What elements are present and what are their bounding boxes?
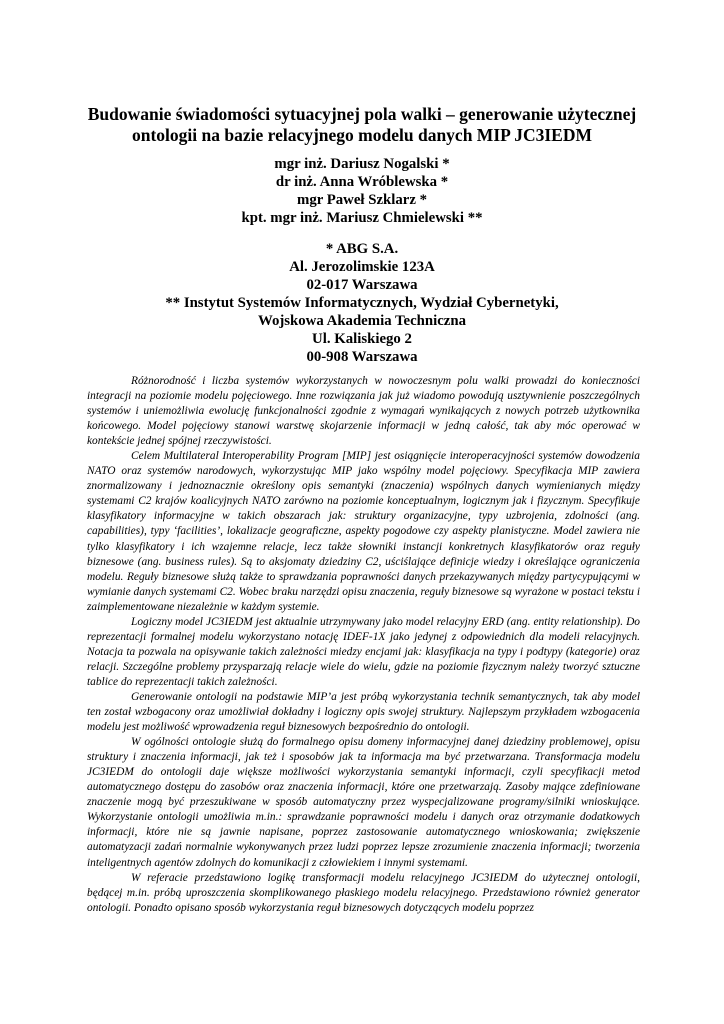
- abstract-paragraph: Celem Multilateral Interoperability Program [MIP] jest osiągnięcie interoperacyjności systemów dowodzenia NATO oraz systemów narodowych, wykorzystując MIP jako wspólny model pojęciowy. Specyfikacja MIP zawiera znormalizowany i jednoznacznie określony opis semantyki (znaczenia) wspólnych danych wymienianych między systemami C2 krajów koalicyjnych NATO zarówno na poziomie konceptualnym, logicznym jak i fizycznym. Specyfikuje klasyfikatory informacyjne w takich obszarach jak: struktury organizacyjne, typy uzbrojenia, zdolności (ang. capabilities), typy ‘facilities’, lokalizacje geograficzne, aspekty pogodowe czy aspekty planistyczne. Model zawiera nie tylko klasyfikatory i ich wzajemne relacje, lecz także słowniki instancji konkretnych klasyfikatorów oraz reguły biznesowe (ang. business rules). Są to aksjomaty dziedziny C2, uściślające definicje wiedzy i określające ograniczenia modelu. Reguły biznesowe służą także to sprawdzania poprawności danych przekazywanych między partycypującymi w wymianie danych systemami C2. Wobec braku narzędzi opisu znaczenia, reguły biznesowe są wyrażone w postaci tekstu i zaimplementowane niezależnie w każdym systemie.: [87, 450, 640, 613]
- paper-title: [60, 104, 664, 146]
- abstract-paragraph: W referacie przedstawiono logikę transformacji modelu relacyjnego JC3IEDM do użytecznej ontologii, będącej m.in. próbą uproszczenia skomplikowanego płaskiego modelu relacyjnego. Przedstawiono również generator ontologii. Ponadto opisano sposób wykorzystania reguł biznesowych dotyczących modelu poprzez: [87, 871, 640, 914]
- affiliation-line: ** Instytut Systemów Informatycznych, Wydział Cybernetyki,: [165, 295, 559, 311]
- author-name: kpt. mgr inż. Mariusz Chmielewski **: [241, 210, 483, 226]
- affiliation-line: Wojskowa Akademia Techniczna: [257, 313, 466, 329]
- author-list: [60, 155, 664, 227]
- title-line-2: ontologii na bazie relacyjnego modelu danych MIP JC3IEDM: [131, 125, 593, 145]
- abstract-paragraph: Różnorodność i liczba systemów wykorzystanych w nowoczesnym polu walki prowadzi do konieczności integracji na poziomie modelu pojęciowego. Inne rozwiązania jak już wiadomo powodują usztywnienie poszczególnych systemów i uniemożliwia ewolucję funkcjonalności zgodnie z wymagań wynikających z nowych potrzeb użytkownika końcowego. Model pojęciowy stanowi warstwę skojarzenie informacji w jedną całość, tak aby móc operować w kontekście jednej spójnej rzeczywistości.: [87, 375, 640, 448]
- author-name: mgr Paweł Szklarz *: [297, 192, 427, 208]
- abstract-paragraph: Logiczny model JC3IEDM jest aktualnie utrzymywany jako model relacyjny ERD (ang. entity relationship). Do reprezentacji formalnej modelu wykorzystano notację IDEF-1X jako jedynej z odpowiednich dla modeli relacyjnych. Notacja ta pozwala na opisywanie takich zależności miedzy encjami jak: klasyfikacja na typy i podtypy (kategorie) oraz relacji. Szczególne problemy przysparzają relacje wiele do wielu, gdzie na poziomie fizycznym należy tworzyć sztuczne tablice do reprezentacji takich zależności.: [87, 615, 640, 688]
- title-line-1: Budowanie świadomości sytuacyjnej pola walki – generowanie użytecznej: [87, 104, 637, 124]
- abstract: [87, 374, 640, 916]
- affiliation-line: Al. Jerozolimskie 123A: [289, 259, 435, 275]
- abstract-paragraph: Generowanie ontologii na podstawie MIP’a jest próbą wykorzystania technik semantycznych, tak aby model ten został wzbogacony oraz umożliwiał dokładny i logiczny opis swojej struktury. Najlepszym przykładem wzbogacenia modelu jest możliwość wprowadzenia reguł biznesowych bezpośrednio do ontologii.: [87, 690, 640, 734]
- abstract-paragraph: W ogólności ontologie służą do formalnego opisu domeny informacyjnej danej dziedziny problemowej, opisu struktury i znaczenia informacji, jak też i sposobów jak ta informacja ma być przetwarzana. Transformacja modelu JC3IEDM do ontologii daje większe możliwości wykorzystania semantyki informacji, czyli specyfikacji metod automatycznego dostępu do zasobów oraz znaczenia informacji, które one przetwarzają. Zasoby mające zdefiniowane znaczenie mogą być przeszukiwane w sposób automatyczny przez wyspecjalizowane programy/silniki wnioskujące. Wykorzystanie ontologii umożliwia m.in.: sprawdzanie poprawności modelu i danych oraz otrzymanie dodatkowych informacji, które nie są jawnie napisane, poprzez zastosowanie automatycznego wnioskowania; zwiększenie automatyzacji zadań normalnie wykonywanych przez ludzi poprzez lepsze zrozumienie znaczenia informacji; tworzenia inteligentnych agentów zdolnych do komunikacji z człowiekiem i innymi systemami.: [87, 736, 640, 869]
- author-name: dr inż. Anna Wróblewska *: [275, 174, 449, 190]
- author-name: mgr inż. Dariusz Nogalski *: [274, 156, 450, 172]
- affiliation-line: Ul. Kaliskiego 2: [312, 331, 412, 347]
- affiliation-line: 02-017 Warszawa: [306, 277, 418, 293]
- affiliation-block: [60, 240, 664, 366]
- affiliation-line: * ABG S.A.: [325, 241, 399, 257]
- affiliation-line: 00-908 Warszawa: [306, 349, 418, 365]
